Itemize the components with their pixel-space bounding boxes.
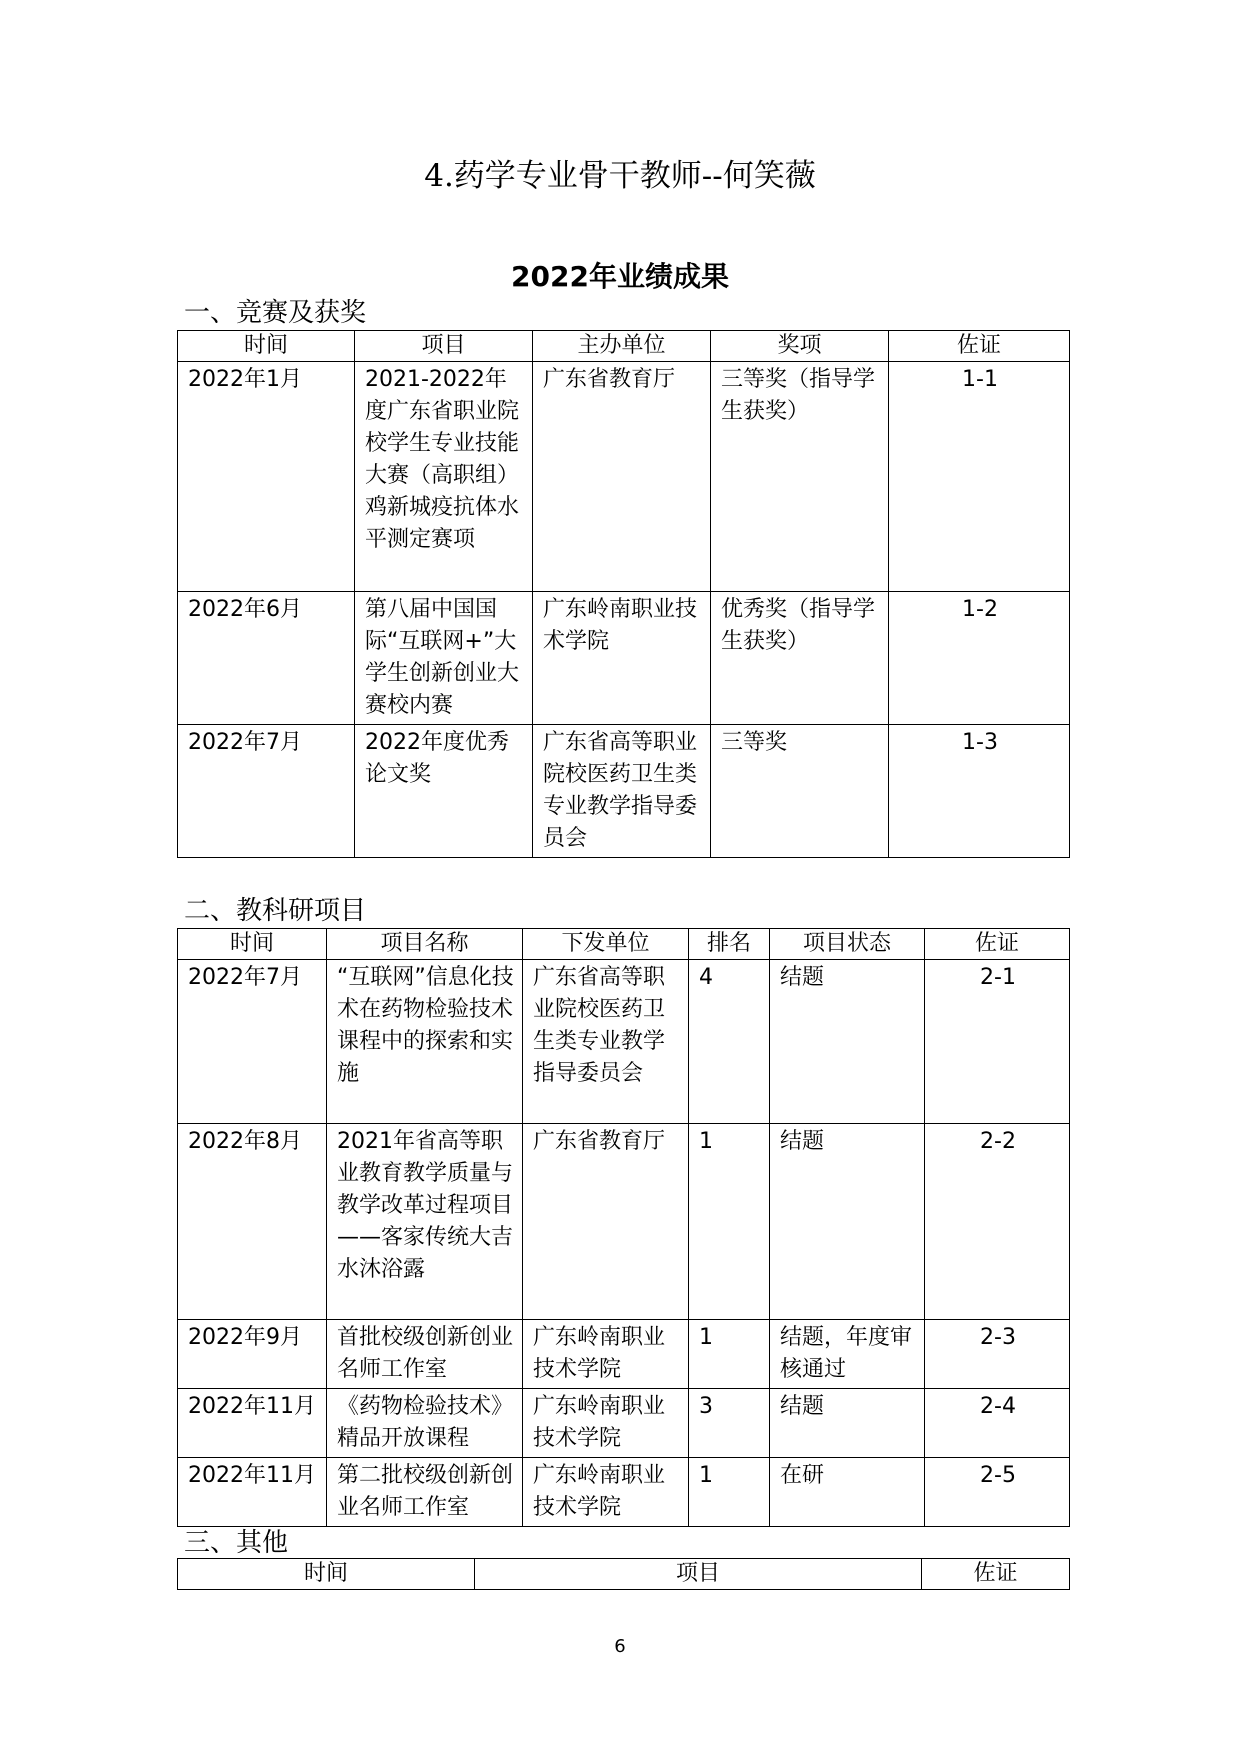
column-header: 佐证 — [925, 929, 1070, 960]
table-cell: 2022年11月 — [178, 1458, 327, 1527]
table-cell: 广东岭南职业技术学院 — [533, 592, 711, 725]
column-header: 项目名称 — [327, 929, 523, 960]
page-subtitle: 2022年业绩成果 — [511, 260, 729, 293]
table-cell: 优秀奖（指导学生获奖） — [711, 592, 889, 725]
table-cell: 广东省高等职业院校医药卫生类专业教学指导委员会 — [523, 960, 689, 1124]
table-cell: 2022年1月 — [178, 362, 355, 592]
column-header: 奖项 — [711, 331, 889, 362]
table-cell: 在研 — [770, 1458, 925, 1527]
table-cell: 《药物检验技术》精品开放课程 — [327, 1389, 523, 1458]
table-cell: 2022年6月 — [178, 592, 355, 725]
table-cell: 结题 — [770, 960, 925, 1124]
table-cell: 1-2 — [889, 592, 1070, 725]
section-heading-awards: 一、竞赛及获奖 — [184, 298, 367, 328]
table-cell: 首批校级创新创业名师工作室 — [327, 1320, 523, 1389]
column-header: 主办单位 — [533, 331, 711, 362]
table-cell: 1 — [689, 1320, 770, 1389]
column-header: 时间 — [178, 929, 327, 960]
table-cell: 广东省教育厅 — [533, 362, 711, 592]
table-cell: 4 — [689, 960, 770, 1124]
table-cell: 3 — [689, 1389, 770, 1458]
table-cell: 1 — [689, 1458, 770, 1527]
table-cell: “互联网”信息化技术在药物检验技术课程中的探索和实施 — [327, 960, 523, 1124]
column-header: 佐证 — [922, 1559, 1070, 1590]
other-table — [177, 1558, 1070, 1590]
table-cell: 第八届中国国际“互联网+”大学生创新创业大赛校内赛 — [355, 592, 533, 725]
table-cell: 1-3 — [889, 725, 1070, 858]
table-row — [178, 1124, 1070, 1320]
column-header: 项目 — [475, 1559, 922, 1590]
table-cell: 2021-2022年度广东省职业院校学生专业技能大赛（高职组）鸡新城疫抗体水平测定赛项 — [355, 362, 533, 592]
column-header: 时间 — [178, 1559, 475, 1590]
table-cell: 1-1 — [889, 362, 1070, 592]
table-cell: 广东省高等职业院校医药卫生类专业教学指导委员会 — [533, 725, 711, 858]
table-cell: 2-5 — [925, 1458, 1070, 1527]
page-number: 6 — [614, 1636, 626, 1657]
table-header-row — [178, 1559, 1070, 1590]
column-header: 佐证 — [889, 331, 1070, 362]
table-cell: 2022年11月 — [178, 1389, 327, 1458]
table-cell: 广东岭南职业技术学院 — [523, 1389, 689, 1458]
table-cell: 结题 — [770, 1124, 925, 1320]
table-cell: 2-3 — [925, 1320, 1070, 1389]
table-cell: 广东岭南职业技术学院 — [523, 1320, 689, 1389]
table-header-row — [178, 331, 1070, 362]
table-cell: 2-2 — [925, 1124, 1070, 1320]
table-cell: 2-4 — [925, 1389, 1070, 1458]
table-cell: 2-1 — [925, 960, 1070, 1124]
column-header: 项目状态 — [770, 929, 925, 960]
table-row — [178, 362, 1070, 592]
table-cell: 2021年省高等职业教育教学质量与教学改革过程项目——客家传统大吉水沐浴露 — [327, 1124, 523, 1320]
table-cell: 广东岭南职业技术学院 — [523, 1458, 689, 1527]
table-cell: 2022年7月 — [178, 725, 355, 858]
awards-table — [177, 330, 1070, 858]
table-row — [178, 1320, 1070, 1389]
page-title: 4.药学专业骨干教师--何笑薇 — [424, 158, 816, 194]
table-cell: 2022年7月 — [178, 960, 327, 1124]
table-cell: 结题，年度审核通过 — [770, 1320, 925, 1389]
table-row — [178, 725, 1070, 858]
table-cell: 2022年9月 — [178, 1320, 327, 1389]
research-table — [177, 928, 1070, 1527]
section-heading-other: 三、其他 — [184, 1528, 289, 1558]
column-header: 时间 — [178, 331, 355, 362]
column-header: 项目 — [355, 331, 533, 362]
table-cell: 2022年8月 — [178, 1124, 327, 1320]
table-cell: 结题 — [770, 1389, 925, 1458]
table-cell: 广东省教育厅 — [523, 1124, 689, 1320]
table-cell: 1 — [689, 1124, 770, 1320]
table-cell: 第二批校级创新创业名师工作室 — [327, 1458, 523, 1527]
table-row — [178, 1458, 1070, 1527]
table-row — [178, 592, 1070, 725]
table-row — [178, 1389, 1070, 1458]
table-row — [178, 960, 1070, 1124]
table-cell: 三等奖（指导学生获奖） — [711, 362, 889, 592]
section-heading-research: 二、教科研项目 — [184, 896, 367, 926]
table-cell: 2022年度优秀论文奖 — [355, 725, 533, 858]
column-header: 下发单位 — [523, 929, 689, 960]
table-cell: 三等奖 — [711, 725, 889, 858]
table-header-row — [178, 929, 1070, 960]
column-header: 排名 — [689, 929, 770, 960]
